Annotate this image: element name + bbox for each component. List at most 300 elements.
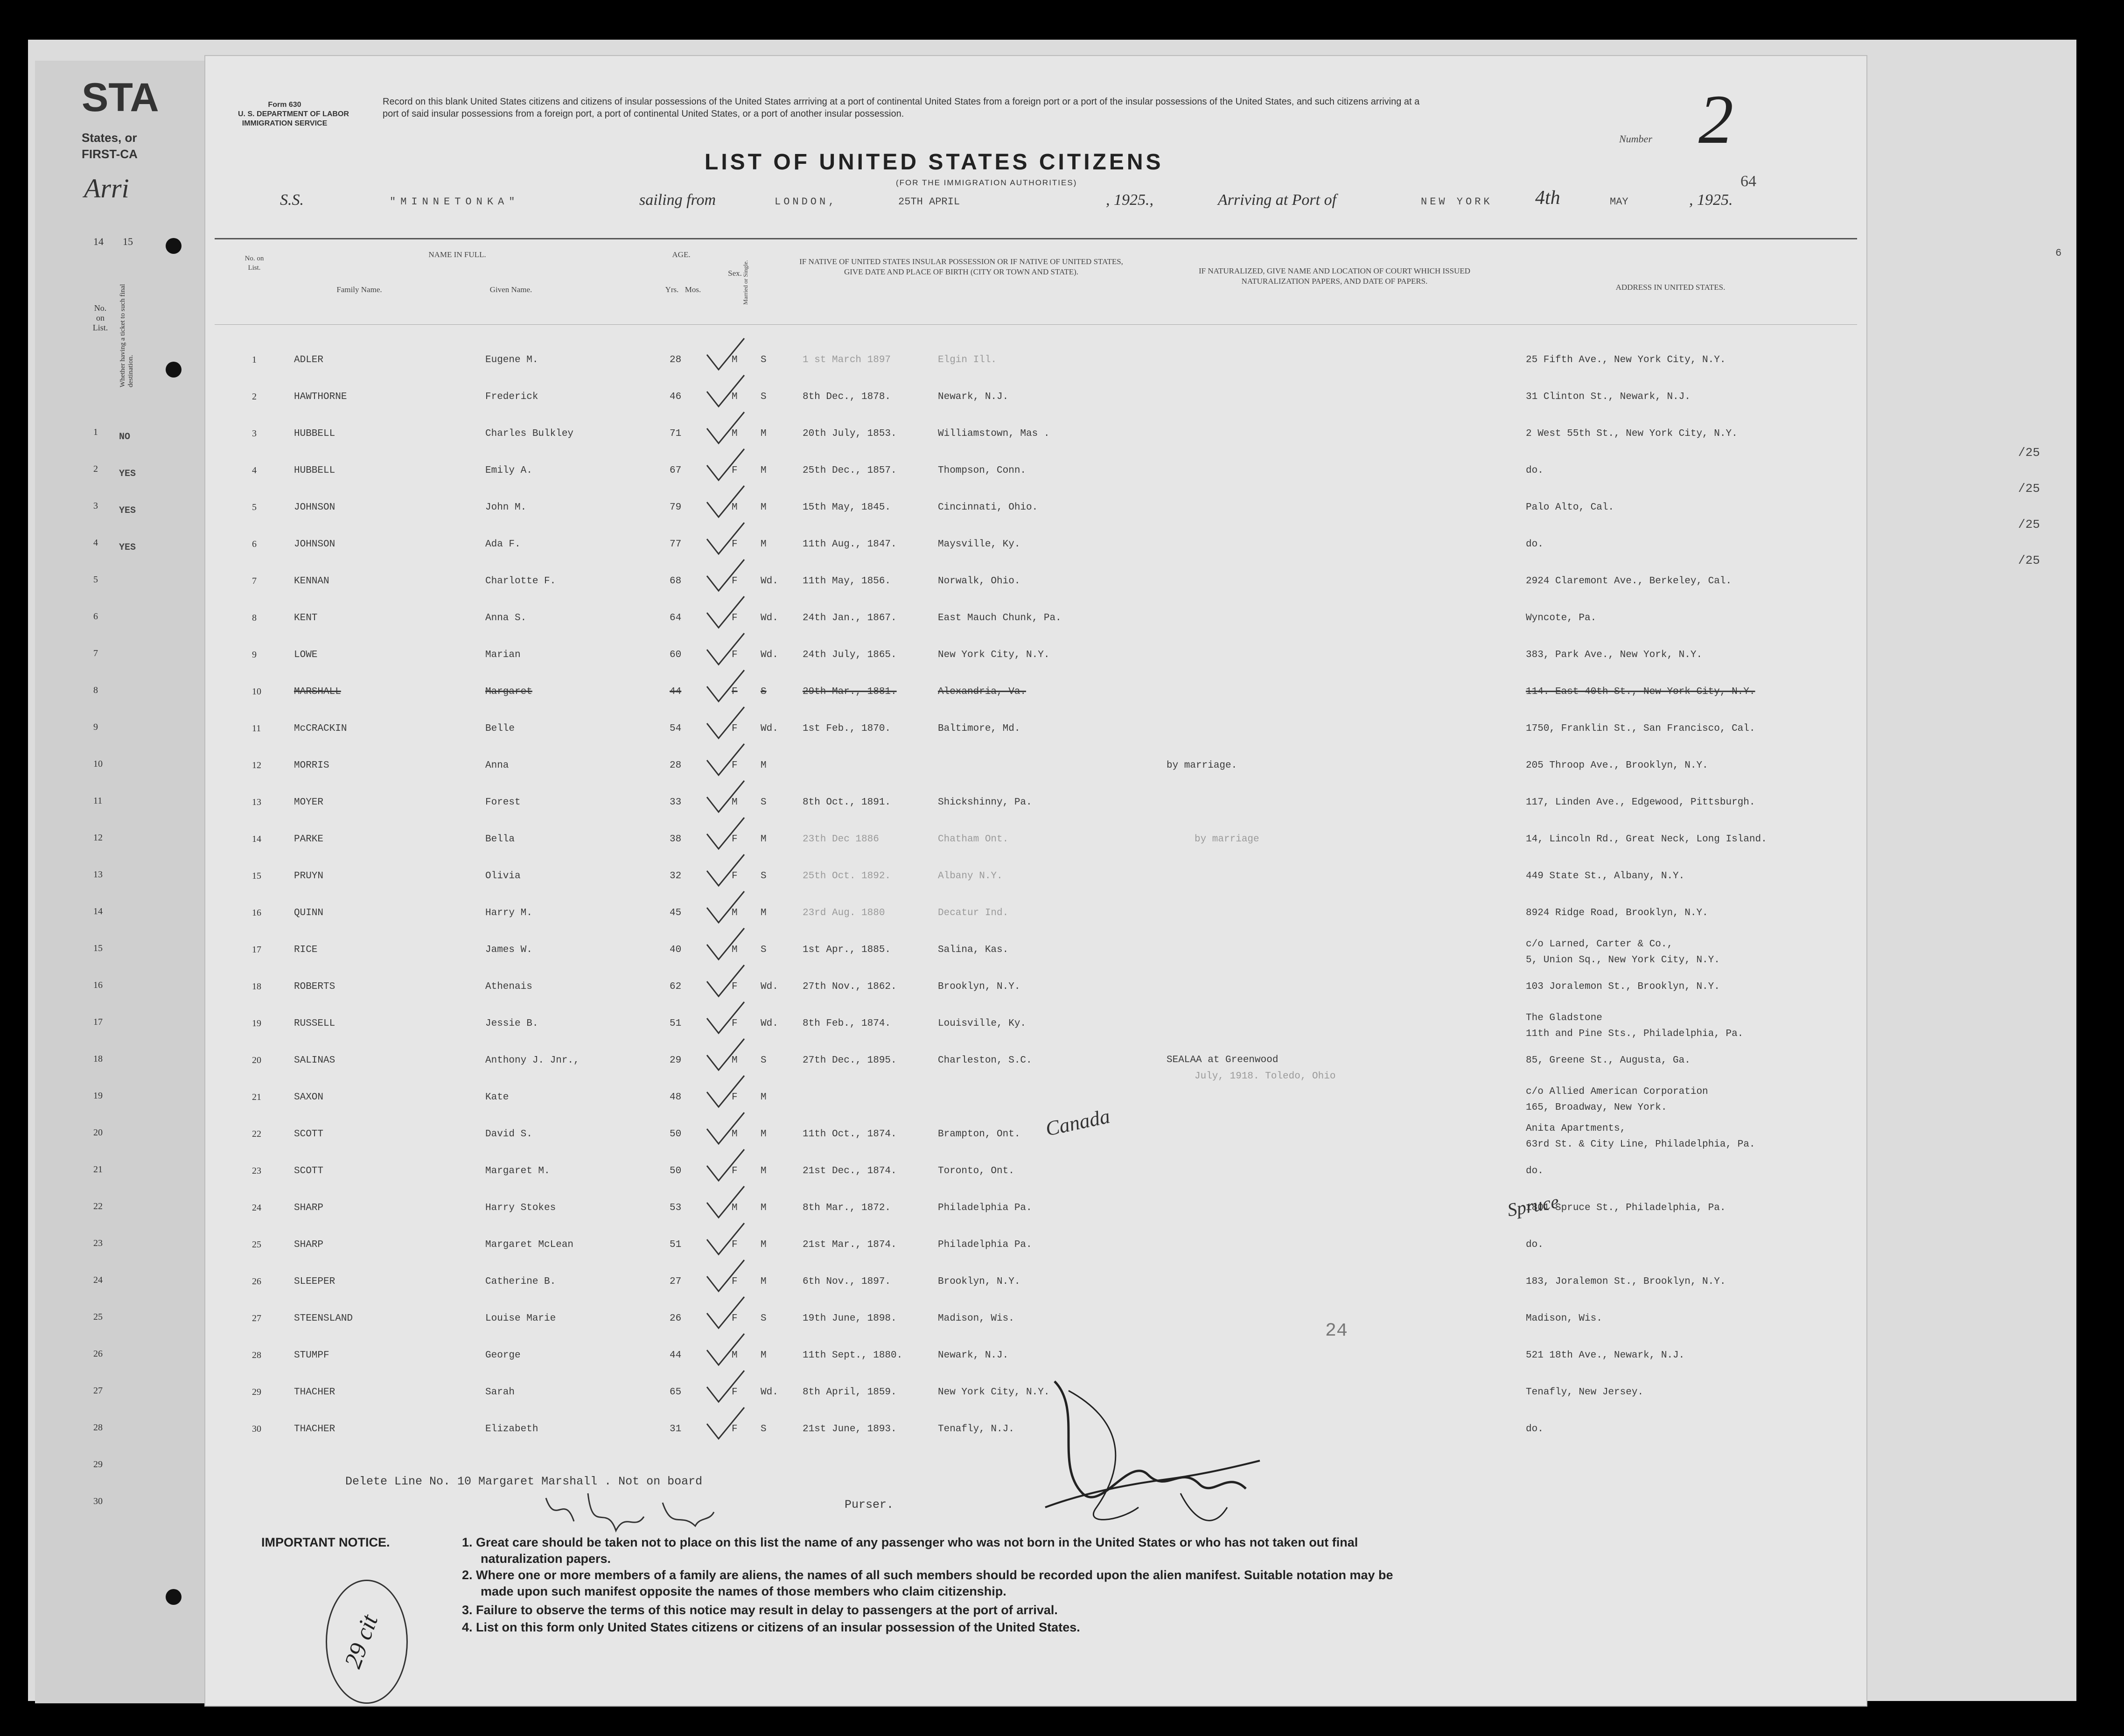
family-name: ADLER (294, 355, 324, 365)
left-page-row-number: 18 (93, 1054, 103, 1064)
row-number: 13 (252, 797, 261, 807)
row-number: 20 (252, 1055, 261, 1065)
given-name: George (485, 1350, 521, 1361)
sex: M (732, 392, 738, 402)
address: c/o Larned, Carter & Co., (1526, 939, 1673, 950)
circled-annotation-text: 29 cit (339, 1611, 384, 1672)
given-name: Harry Stokes (485, 1203, 556, 1213)
arrival-day: 4th (1535, 187, 1560, 209)
age-years: 32 (670, 871, 682, 882)
left-page-row-number: 5 (93, 574, 98, 585)
given-name: Catherine B. (485, 1276, 556, 1287)
birth-date: 25th Dec., 1857. (803, 465, 897, 476)
age-years: 67 (670, 465, 682, 476)
col-header-birth: IF NATIVE OF UNITED STATES INSULAR POSSESSION OR IF NATIVE OF UNITED STATES, GIVE DATE AND PLACE OF BIRTH (CITY OR TOWN AND STATE). (799, 257, 1123, 277)
family-name: KENNAN (294, 576, 329, 587)
birth-place: East Mauch Chunk, Pa. (938, 613, 1062, 623)
birth-place: Chatham Ont. (938, 834, 1009, 845)
birth-place: Newark, N.J. (938, 1350, 1009, 1361)
check-mark (705, 926, 747, 963)
age-years: 46 (670, 392, 682, 402)
row-number: 24 (252, 1203, 261, 1213)
address: 14, Lincoln Rd., Great Neck, Long Island. (1526, 834, 1767, 845)
given-name: Harry M. (485, 908, 532, 918)
row-number: 1 (252, 355, 257, 365)
check-mark (705, 410, 747, 447)
marital-status: M (761, 539, 767, 550)
given-name: Margaret M. (485, 1166, 550, 1176)
birth-place: Charleston, S.C. (938, 1055, 1032, 1066)
address: 1801 Spruce St., Philadelphia, Pa. (1526, 1203, 1726, 1213)
marital-status: Wd. (761, 1018, 778, 1029)
marital-status: S (761, 1055, 767, 1066)
check-mark (705, 1221, 747, 1258)
address: Anita Apartments, (1526, 1123, 1626, 1134)
given-name: Jessie B. (485, 1018, 538, 1029)
left-page-row-number: 10 (93, 759, 103, 769)
family-name: THACHER (294, 1424, 335, 1435)
left-page-row-number: 28 (93, 1422, 103, 1433)
age-years: 65 (670, 1387, 682, 1398)
ss-label: S.S. (280, 191, 304, 209)
birth-place: Thompson, Conn. (938, 465, 1027, 476)
handwritten-24: 24 (1325, 1321, 1348, 1342)
marital-status: Wd. (761, 613, 778, 623)
inspector-signature (1027, 1353, 1288, 1549)
page-title: LIST OF UNITED STATES CITIZENS (705, 150, 1164, 175)
birth-date: 21st Mar., 1874. (803, 1239, 897, 1250)
family-name: MORRIS (294, 760, 329, 771)
birth-place: Toronto, Ont. (938, 1166, 1014, 1176)
age-years: 48 (670, 1092, 682, 1103)
family-name: JOHNSON (294, 502, 335, 513)
left-page-row-number: 17 (93, 1017, 103, 1027)
age-years: 51 (670, 1018, 682, 1029)
birth-date: 20th July, 1853. (803, 428, 897, 439)
right-edge-col: 6 (2055, 247, 2062, 259)
given-name: Elizabeth (485, 1424, 538, 1435)
given-name: John M. (485, 502, 527, 513)
purser-label: Purser. (845, 1498, 894, 1512)
check-mark (705, 1405, 747, 1442)
marital-status: M (761, 502, 767, 513)
birth-place: Williamstown, Mas . (938, 428, 1050, 439)
address: 85, Greene St., Augusta, Ga. (1526, 1055, 1691, 1066)
departure-port: LONDON, (775, 196, 838, 208)
birth-place: Brooklyn, N.Y. (938, 981, 1020, 992)
birth-date: 11th Oct., 1874. (803, 1129, 897, 1140)
notice-label: IMPORTANT NOTICE. (261, 1535, 390, 1549)
row-number: 5 (252, 502, 257, 512)
left-page-mark: YES (119, 469, 136, 479)
right-edge-mark: /25 (2018, 446, 2040, 460)
family-name: STUMPF (294, 1350, 329, 1361)
left-page-line3: Arri (84, 173, 129, 203)
sex: F (732, 1092, 738, 1103)
given-name: Margaret McLean (485, 1239, 574, 1250)
row-number: 15 (252, 871, 261, 881)
family-name: STEENSLAND (294, 1313, 353, 1324)
marital-status: Wd. (761, 1387, 778, 1398)
sex: M (732, 908, 738, 918)
row-number: 27 (252, 1313, 261, 1323)
sex: F (732, 539, 738, 550)
age-years: 31 (670, 1424, 682, 1435)
family-name: PRUYN (294, 871, 324, 882)
age-years: 54 (670, 723, 682, 734)
row-number: 21 (252, 1092, 261, 1102)
marital-status: S (761, 392, 767, 402)
row-number: 26 (252, 1276, 261, 1287)
given-name: Anna S. (485, 613, 527, 623)
age-years: 29 (670, 1055, 682, 1066)
check-mark (705, 1258, 747, 1295)
birth-date: 11th Sept., 1880. (803, 1350, 903, 1361)
check-mark (705, 1368, 747, 1406)
left-page-line2: FIRST-CA (82, 147, 138, 161)
birth-date: 1st Apr., 1885. (803, 945, 891, 955)
sex: F (732, 613, 738, 623)
check-mark (705, 963, 747, 1000)
left-page-col-no: No. on List. (92, 303, 108, 332)
left-page-row-number: 8 (93, 685, 98, 695)
given-name: Frederick (485, 392, 538, 402)
left-page-mark: NO (119, 432, 131, 442)
sex: F (732, 1018, 738, 1029)
left-page-row-number: 25 (93, 1312, 103, 1322)
clerk-initials (541, 1484, 719, 1554)
sex: F (732, 465, 738, 476)
age-years: 44 (670, 1350, 682, 1361)
address: Tenafly, New Jersey. (1526, 1387, 1644, 1398)
address-line-2: 165, Broadway, New York. (1526, 1102, 1667, 1113)
check-mark (705, 447, 747, 484)
birth-date: 23rd Aug. 1880 (803, 908, 885, 918)
family-name: SCOTT (294, 1129, 324, 1140)
family-name: MOYER (294, 797, 324, 808)
age-years: 51 (670, 1239, 682, 1250)
marital-status: S (761, 871, 767, 882)
family-name: LOWE (294, 650, 318, 660)
sex: F (732, 871, 738, 882)
sex: M (732, 502, 738, 513)
row-number: 10 (252, 686, 261, 697)
family-name: SHARP (294, 1239, 324, 1250)
address: 8924 Ridge Road, Brooklyn, N.Y. (1526, 908, 1708, 918)
left-page-col15: 15 (123, 236, 133, 247)
number-label: Number (1619, 133, 1652, 145)
check-mark (705, 889, 747, 926)
col-header-naturalized: IF NATURALIZED, GIVE NAME AND LOCATION OF COURT WHICH ISSUED NATURALIZATION PAPERS, AND DATE OF PAPERS. (1198, 266, 1470, 286)
given-name: Anna (485, 760, 509, 771)
sex: F (732, 1424, 738, 1435)
marital-status: Wd. (761, 723, 778, 734)
sex: M (732, 945, 738, 955)
left-page-mark: YES (119, 542, 136, 553)
handwritten-canada: Canada (1043, 1105, 1112, 1141)
left-page-row-number: 1 (93, 427, 98, 437)
given-name: Margaret (485, 686, 532, 697)
notice-3: 3. Failure to observe the terms of this notice may result in delay to passengers at the port of arrival. (462, 1603, 1058, 1617)
birth-place: Decatur Ind. (938, 908, 1009, 918)
header-rule (215, 238, 1857, 239)
left-page-row-number: 4 (93, 538, 98, 548)
row-number: 8 (252, 613, 257, 623)
binder-hole (166, 238, 182, 254)
address: 2 West 55th St., New York City, N.Y. (1526, 428, 1738, 439)
address: 114. East 40th St., New York City, N.Y. (1526, 686, 1755, 697)
marital-status: Wd. (761, 650, 778, 660)
page-number: 64 (1740, 173, 1756, 190)
birth-place: New York City, N.Y. (938, 650, 1050, 660)
family-name: MARSHALL (294, 686, 341, 697)
left-page-row-number: 3 (93, 501, 98, 511)
family-name: HUBBELL (294, 465, 335, 476)
age-years: 28 (670, 760, 682, 771)
marital-status: Wd. (761, 981, 778, 992)
arrival-year: , 1925. (1689, 191, 1733, 209)
marital-status: S (761, 355, 767, 365)
left-page-row-number: 14 (93, 906, 103, 917)
left-page-row-number: 20 (93, 1127, 103, 1138)
form-number: Form 630 (268, 101, 301, 109)
age-years: 26 (670, 1313, 682, 1324)
given-name: Emily A. (485, 465, 532, 476)
given-name: Kate (485, 1092, 509, 1103)
form-identifier (238, 100, 349, 128)
notice-2-cont: made upon such manifest opposite the names of those members who claim citizenship. (481, 1584, 1006, 1598)
address: 183, Joralemon St., Brooklyn, N.Y. (1526, 1276, 1726, 1287)
age-years: 62 (670, 981, 682, 992)
address-line-2: 5, Union Sq., New York City, N.Y. (1526, 955, 1720, 966)
address: The Gladstone (1526, 1013, 1602, 1023)
marital-status: M (761, 1239, 767, 1250)
birth-date: 27th Nov., 1862. (803, 981, 897, 992)
birth-date: 24th July, 1865. (803, 650, 897, 660)
check-mark (705, 778, 747, 816)
given-name: James W. (485, 945, 532, 955)
left-page-row-number: 2 (93, 464, 98, 474)
birth-date: 6th Nov., 1897. (803, 1276, 891, 1287)
col-header-married: Married or Single. (742, 260, 749, 305)
row-number: 14 (252, 834, 261, 844)
col-header-address: ADDRESS IN UNITED STATES. (1615, 283, 1726, 292)
birth-date: 8th Feb., 1874. (803, 1018, 891, 1029)
birth-place: Cincinnati, Ohio. (938, 502, 1038, 513)
col-header-no: No. on List. (245, 255, 264, 272)
birth-date: 21st Dec., 1874. (803, 1166, 897, 1176)
address: 31 Clinton St., Newark, N.J. (1526, 392, 1691, 402)
check-mark (705, 1331, 747, 1369)
family-name: HUBBELL (294, 428, 335, 439)
check-mark (705, 336, 747, 373)
citizens-list-sheet (205, 56, 1866, 1706)
birth-place: Salina, Kas. (938, 945, 1009, 955)
sex: F (732, 1313, 738, 1324)
left-page-col14: 14 (93, 236, 104, 247)
given-name: Forest (485, 797, 521, 808)
age-years: 53 (670, 1203, 682, 1213)
family-name: PARKE (294, 834, 324, 845)
age-years: 45 (670, 908, 682, 918)
marital-status: M (761, 834, 767, 845)
marital-status: Wd. (761, 576, 778, 587)
marital-status: M (761, 1203, 767, 1213)
family-name: JOHNSON (294, 539, 335, 550)
birth-place: Elgin Ill. (938, 355, 997, 365)
address: 449 State St., Albany, N.Y. (1526, 871, 1685, 882)
left-page-row-number: 21 (93, 1164, 103, 1175)
naturalization: SEALAA at Greenwood (1167, 1055, 1279, 1065)
left-page-row-number: 27 (93, 1386, 103, 1396)
left-page-row-number: 6 (93, 611, 98, 622)
given-name: Louise Marie (485, 1313, 556, 1324)
service-name: IMMIGRATION SERVICE (242, 119, 328, 127)
age-years: 28 (670, 355, 682, 365)
left-page-row-number: 7 (93, 648, 98, 658)
right-edge-mark: /25 (2018, 518, 2040, 532)
birth-date: 15th May, 1845. (803, 502, 891, 513)
sex: M (732, 1129, 738, 1140)
row-number: 17 (252, 945, 261, 955)
sex: F (732, 1276, 738, 1287)
col-header-name: NAME IN FULL. (428, 250, 486, 259)
binder-hole (166, 1589, 182, 1605)
sex: F (732, 1239, 738, 1250)
family-name: SAXON (294, 1092, 324, 1103)
marital-status: S (761, 1313, 767, 1324)
naturalization: by marriage. (1167, 760, 1237, 771)
age-years: 44 (670, 686, 682, 697)
marital-status: M (761, 760, 767, 771)
birth-date: 19th June, 1898. (803, 1313, 897, 1324)
row-number: 2 (252, 392, 257, 402)
address: 103 Joralemon St., Brooklyn, N.Y. (1526, 981, 1720, 992)
check-mark (705, 1147, 747, 1184)
col-header-family: Family Name. (336, 285, 382, 294)
sex: F (732, 760, 738, 771)
col-header-mos: Mos. (685, 285, 701, 294)
address: 2924 Claremont Ave., Berkeley, Cal. (1526, 576, 1732, 587)
row-number: 19 (252, 1018, 261, 1029)
marital-status: S (761, 686, 767, 697)
age-years: 27 (670, 1276, 682, 1287)
notice-2: 2. Where one or more members of a family are aliens, the names of all such members should be recorded upon the alien manifest. Suitable notation may be (462, 1568, 1393, 1582)
left-page-row-number: 11 (93, 796, 103, 806)
birth-date: 8th Dec., 1878. (803, 392, 891, 402)
row-number: 11 (252, 723, 261, 734)
check-mark (705, 1000, 747, 1037)
marital-status: S (761, 945, 767, 955)
age-years: 77 (670, 539, 682, 550)
col-header-given: Given Name. (489, 285, 532, 294)
birth-place: Tenafly, N.J. (938, 1424, 1014, 1435)
notice-1: 1. Great care should be taken not to place on this list the name of any passenger who was not born in the United States or who has not taken out final (462, 1535, 1358, 1549)
sex: M (732, 428, 738, 439)
col-header-sex: Sex. (728, 269, 742, 278)
birth-date: 1st Feb., 1870. (803, 723, 891, 734)
birth-place: Norwalk, Ohio. (938, 576, 1020, 587)
marital-status: M (761, 908, 767, 918)
row-number: 3 (252, 428, 257, 439)
sex: M (732, 355, 738, 365)
address-line-2: 11th and Pine Sts., Philadelphia, Pa. (1526, 1029, 1744, 1039)
check-mark (705, 631, 747, 668)
check-mark (705, 705, 747, 742)
family-name: SALINAS (294, 1055, 335, 1066)
check-mark (705, 1073, 747, 1111)
birth-date: 21st June, 1893. (803, 1424, 897, 1435)
left-page-line1: States, or (82, 131, 137, 145)
age-years: 68 (670, 576, 682, 587)
age-years: 33 (670, 797, 682, 808)
given-name: David S. (485, 1129, 532, 1140)
birth-place: Philadelphia Pa. (938, 1239, 1032, 1250)
address: Palo Alto, Cal. (1526, 502, 1614, 513)
marital-status: M (761, 1129, 767, 1140)
handwritten-spruce: Spruce (1505, 1190, 1561, 1221)
given-name: Anthony J. Jnr., (485, 1055, 580, 1066)
page-subtitle: (FOR THE IMMIGRATION AUTHORITIES) (896, 178, 1077, 187)
right-edge-mark: /25 (2018, 553, 2040, 567)
row-number: 4 (252, 465, 257, 476)
left-page-row-number: 30 (93, 1496, 103, 1506)
sex: M (732, 1350, 738, 1361)
address: do. (1526, 539, 1544, 550)
marital-status: M (761, 465, 767, 476)
age-years: 40 (670, 945, 682, 955)
birth-place: Louisville, Ky. (938, 1018, 1027, 1029)
check-mark (705, 742, 747, 779)
birth-date: 24th Jan., 1867. (803, 613, 897, 623)
family-name: RICE (294, 945, 318, 955)
age-years: 50 (670, 1129, 682, 1140)
department-name: U. S. DEPARTMENT OF LABOR (238, 110, 349, 118)
family-name: McCRACKIN (294, 723, 347, 734)
left-page-row-number: 12 (93, 833, 103, 843)
birth-place: Maysville, Ky. (938, 539, 1020, 550)
right-edge-mark: /25 (2018, 482, 2040, 496)
family-name: QUINN (294, 908, 324, 918)
address: 205 Throop Ave., Brooklyn, N.Y. (1526, 760, 1708, 771)
birth-date: 8th Oct., 1891. (803, 797, 891, 808)
sailing-label: sailing from (639, 191, 716, 209)
address: c/o Allied American Corporation (1526, 1086, 1708, 1097)
sex: F (732, 650, 738, 660)
intro-text: Record on this blank United States citizens and citizens of insular possessions of the United States arrriving at a port of continental United States from a foreign port or a port of the insular possessions of the United States, and such citizens arriving at a port of said insular possessions from a foreign port, a port of continental United States, or a port of another insular possession. (383, 97, 1420, 119)
delete-note: Delete Line No. 10 Margaret Marshall . Not on board (345, 1475, 703, 1488)
left-page-row-number: 29 (93, 1459, 103, 1470)
check-mark (705, 1036, 747, 1074)
arrival-month: MAY (1610, 196, 1628, 208)
notice-4: 4. List on this form only United States citizens or citizens of an insular possession of the United States. (462, 1620, 1080, 1634)
birth-place: Shickshinny, Pa. (938, 797, 1032, 808)
family-name: ROBERTS (294, 981, 335, 992)
check-mark (705, 594, 747, 631)
sex: M (732, 1055, 738, 1066)
left-page-mark: YES (119, 505, 136, 516)
birth-place: Alexandria, Va. (938, 686, 1027, 697)
sail-date: 25TH APRIL (898, 196, 960, 208)
row-number: 6 (252, 539, 257, 549)
sex: F (732, 834, 738, 845)
given-name: Charlotte F. (485, 576, 556, 587)
given-name: Belle (485, 723, 515, 734)
address-line-2: 63rd St. & City Line, Philadelphia, Pa. (1526, 1139, 1755, 1150)
marital-status: M (761, 1350, 767, 1361)
birth-date: 29th Mar., 1881. (803, 686, 897, 697)
check-mark (705, 520, 747, 558)
